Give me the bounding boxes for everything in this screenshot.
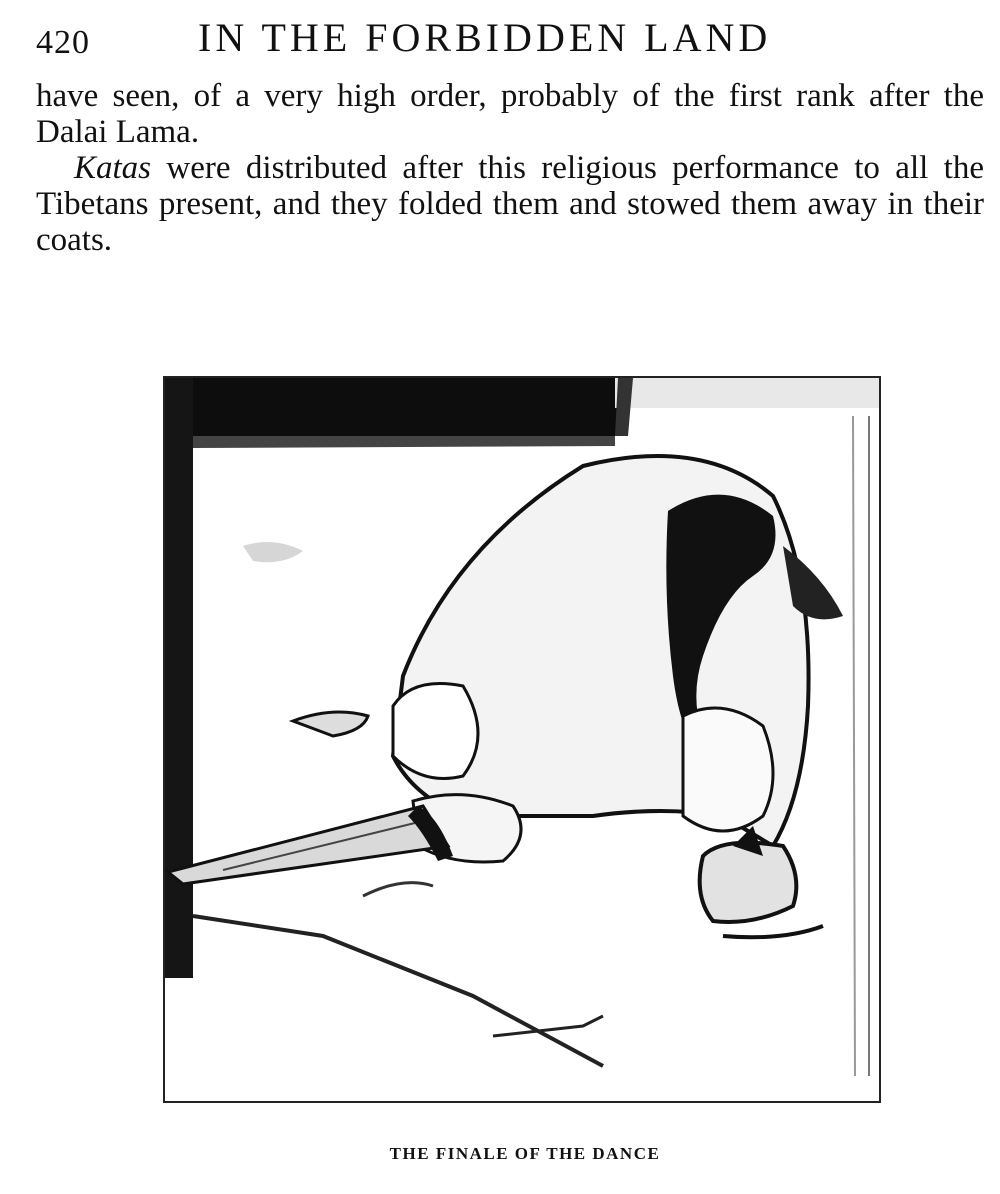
page-number: 420 [36, 24, 90, 61]
paragraph-katas [36, 150, 984, 258]
illustration-plate [163, 376, 881, 1103]
paragraph-katas-text: were distributed after this religious performance to all the Tibetans present, and they folded them and stowed them away in their coats. [36, 150, 984, 258]
dancer-illustration [163, 376, 881, 1103]
figure-caption: THE FINALE OF THE DANCE [389, 1144, 661, 1163]
page-header [36, 14, 980, 64]
italic-term: Katas [74, 150, 152, 186]
body-text [36, 78, 984, 258]
running-title: IN THE FORBIDDEN LAND [198, 15, 772, 60]
paragraph-continued: have seen, of a very high order, probably of the first rank after the Dalai Lama. [36, 78, 984, 150]
